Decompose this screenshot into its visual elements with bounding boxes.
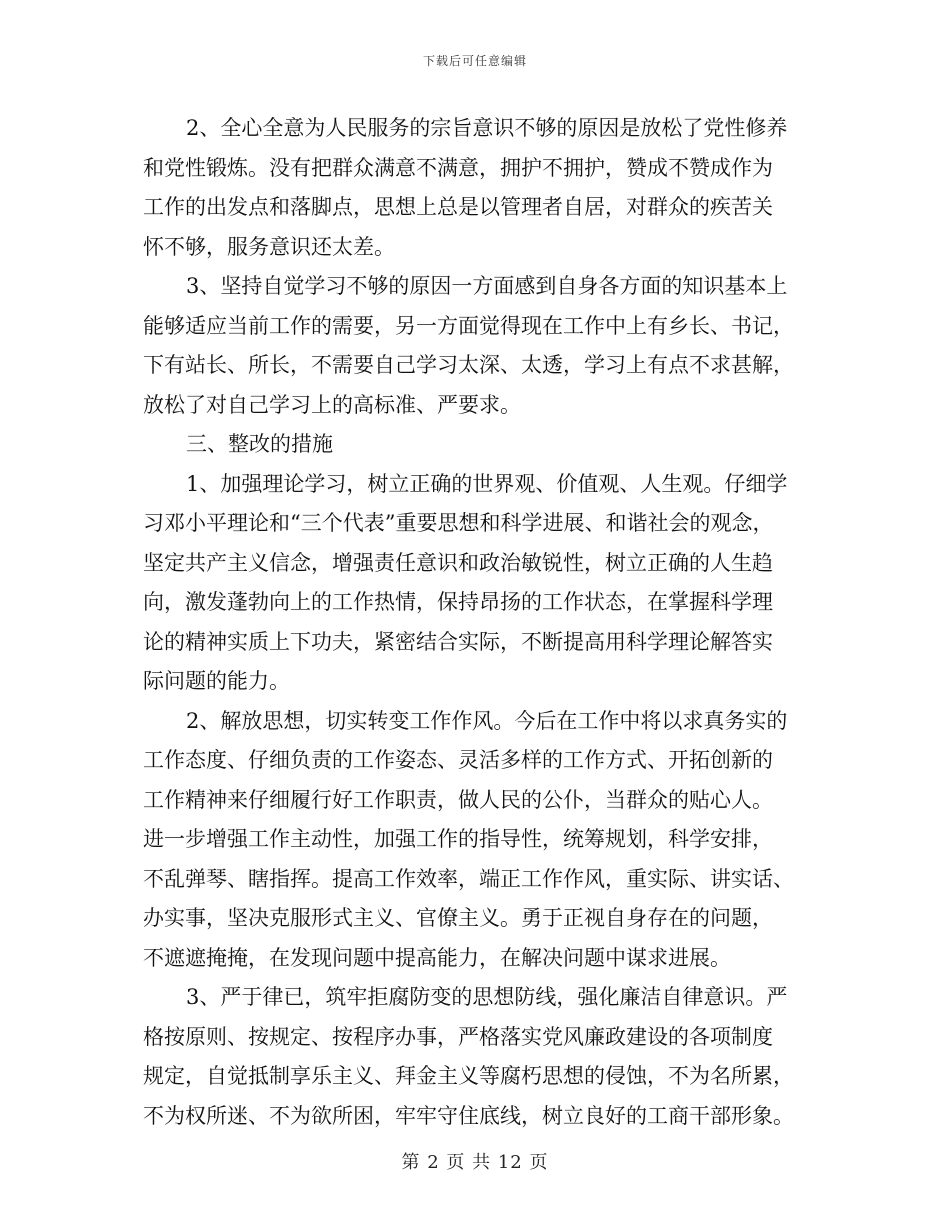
text-line: 习邓小平理论和“三个代表”重要思想和科学进展、和谐社会的观念， [143, 511, 774, 535]
text-line: 论的精神实质上下功夫，紧密结合实际，不断提高用科学理论解答实 [143, 629, 773, 654]
text-line: 怀不够，服务意识还太差。 [143, 234, 395, 259]
text-line: 不为权所迷、不为欲所困，牢牢守住底线，树立良好的工商干部形象。 [143, 1103, 794, 1128]
text-line: 下有站长、所长，不需要自己学习太深、太透，学习上有点不求甚解， [143, 353, 794, 377]
text-line: 2、解放思想，切实转变工作作风。今后在工作中将以求真务实的 [186, 708, 788, 733]
section-heading: 三、整改的措施 [186, 432, 333, 456]
text-line: 2、全心全意为人民服务的宗旨意识不够的原因是放松了党性修养 [186, 116, 788, 140]
text-line: 规定，自觉抵制享乐主义、拜金主义等腐朽思想的侵蚀，不为名所累， [143, 1064, 794, 1088]
text-line: 不遮遮掩掩，在发现问题中提高能力，在解决问题中谋求进展。 [143, 945, 731, 970]
document-body [143, 109, 809, 1136]
text-line: 工作的出发点和落脚点，思想上总是以管理者自居，对群众的疾苦关 [143, 195, 773, 219]
text-line: 进一步增强工作主动性，加强工作的指导性，统筹规划，科学安排， [143, 827, 773, 851]
text-line: 和党性锻炼。没有把群众满意不满意，拥护不拥护，赞成不赞成作为 [143, 155, 773, 180]
page-number-footer: 第 2 页 共 12 页 [401, 1152, 549, 1173]
text-line: 坚定共产主义信念，增强责任意识和政治敏锐性，树立正确的人生趋 [143, 550, 773, 575]
text-line: 放松了对自己学习上的高标准、严要求。 [143, 392, 521, 417]
text-line: 向，激发蓬勃向上的工作热情，保持昂扬的工作状态，在掌握科学理 [143, 590, 773, 614]
text-line: 不乱弹琴、瞎指挥。提高工作效率，端正工作作风，重实际、讲实话、 [143, 866, 794, 891]
text-line: 3、坚持自觉学习不够的原因一方面感到自身各方面的知识基本上 [186, 274, 788, 298]
text-line: 格按原则、按规定、按程序办事，严格落实党风廉政建设的各项制度 [143, 1024, 773, 1049]
text-line: 能够适应当前工作的需要，另一方面觉得现在工作中上有乡长、书记， [143, 313, 794, 338]
text-line: 际问题的能力。 [143, 669, 290, 693]
text-line: 工作态度、仔细负责的工作姿态、灵活多样的工作方式、开拓创新的 [143, 748, 773, 772]
text-line: 3、严于律已，筑牢拒腐防变的思想防线，强化廉洁自律意识。严 [186, 985, 788, 1009]
text-line: 办实事，坚决克服形式主义、官僚主义。勇于正视自身存在的问题， [143, 906, 773, 930]
page-header: 下载后可任意编辑 [422, 54, 527, 68]
text-line: 1、加强理论学习，树立正确的世界观、价值观、人生观。仔细学 [186, 471, 788, 496]
text-line: 工作精神来仔细履行好工作职责，做人民的公仆，当群众的贴心人。 [143, 787, 773, 812]
